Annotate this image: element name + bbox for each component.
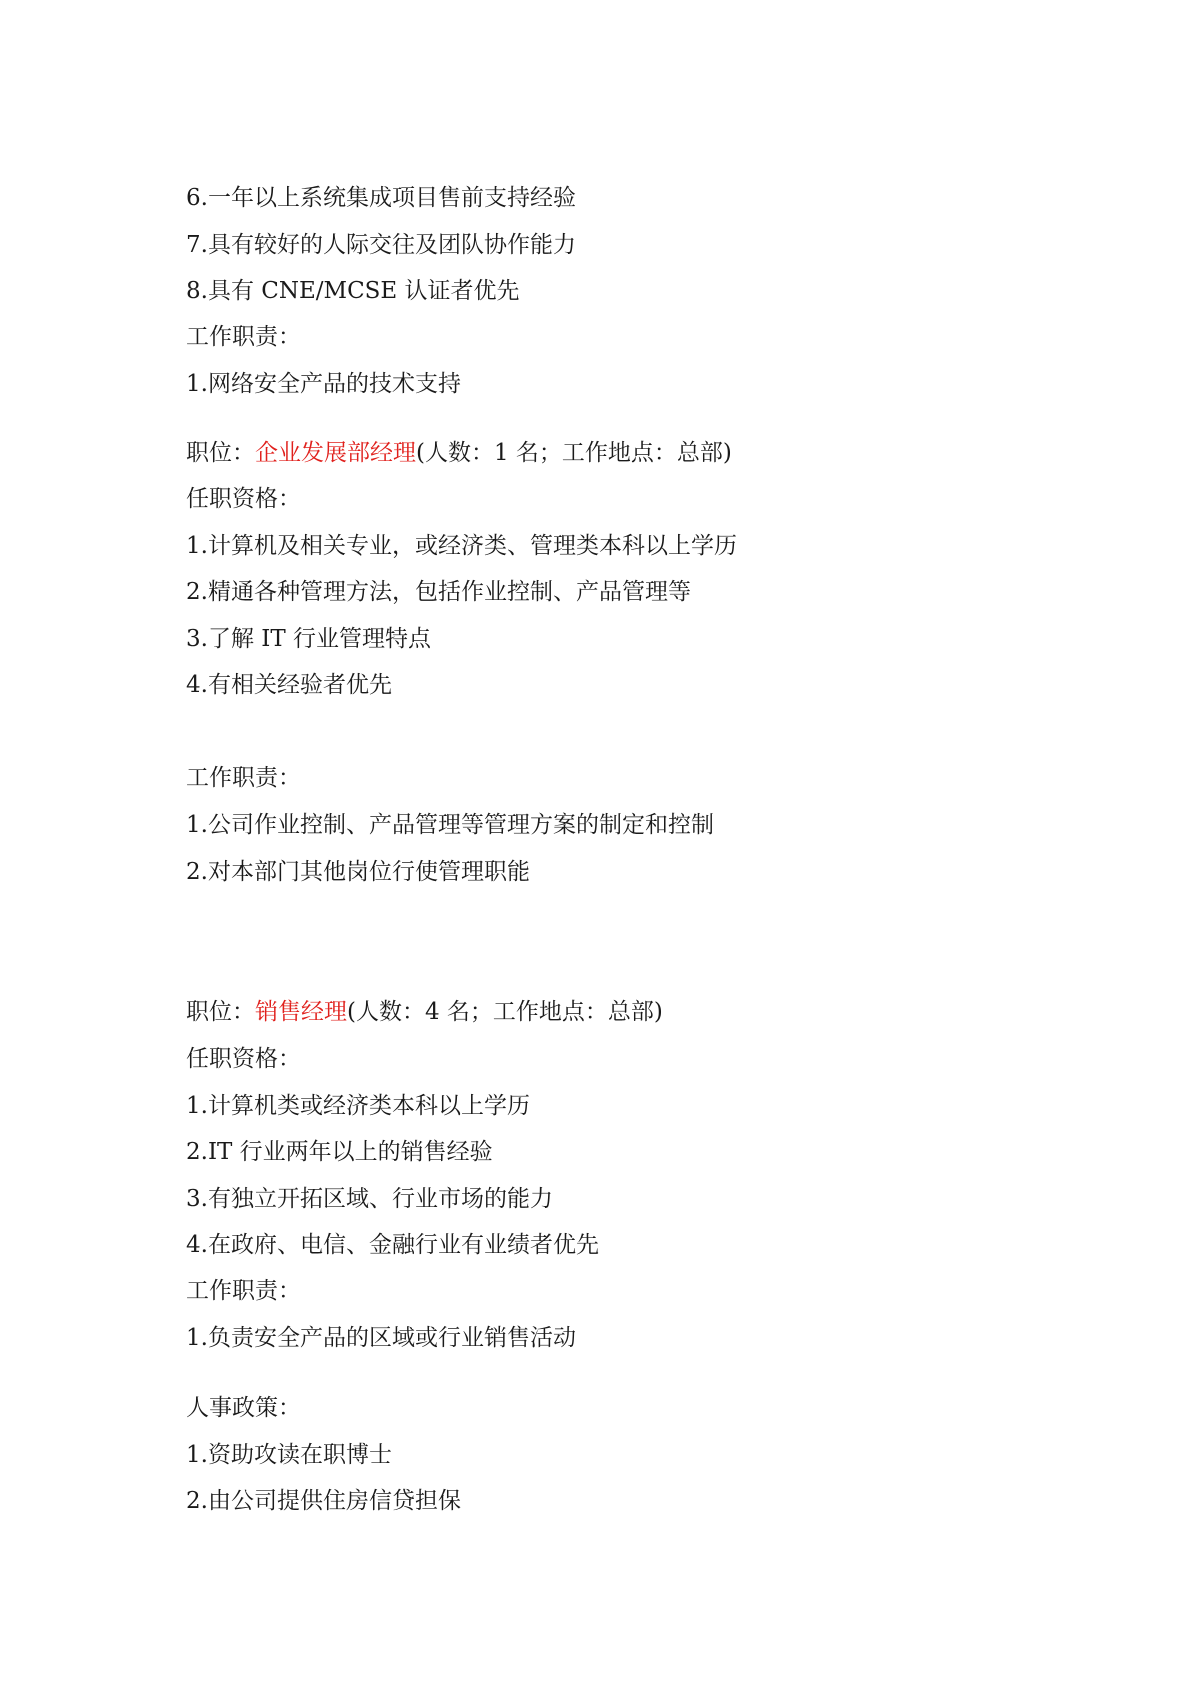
requirement-item: 2.IT 行业两年以上的销售经验	[186, 1139, 493, 1165]
job-title: 企业发展部经理	[255, 440, 416, 466]
requirement-item: 1.计算机及相关专业，或经济类、管理类本科以上学历	[186, 533, 737, 559]
duties-heading: 工作职责：	[186, 324, 301, 350]
duties-heading: 工作职责：	[186, 765, 301, 791]
requirement-item: 4.有相关经验者优先	[186, 672, 392, 698]
job-label: 职位：	[186, 440, 255, 466]
duty-item: 1.网络安全产品的技术支持	[186, 371, 461, 397]
policy-item: 1.资助攻读在职博士	[186, 1442, 392, 1468]
requirements-heading: 任职资格：	[186, 1046, 301, 1072]
job-title: 销售经理	[255, 999, 347, 1025]
job-title-line	[186, 997, 663, 1027]
requirement-item: 7.具有较好的人际交往及团队协作能力	[186, 232, 576, 258]
requirements-heading: 任职资格：	[186, 486, 301, 512]
job-label: 职位：	[186, 999, 255, 1025]
requirement-item: 3.了解 IT 行业管理特点	[186, 626, 431, 652]
duty-item: 1.公司作业控制、产品管理等管理方案的制定和控制	[186, 812, 714, 838]
job-details: (人数：4 名；工作地点：总部)	[347, 999, 663, 1025]
requirement-item: 6.一年以上系统集成项目售前支持经验	[186, 185, 576, 211]
requirement-item: 1.计算机类或经济类本科以上学历	[186, 1093, 530, 1119]
requirement-item: 2.精通各种管理方法，包括作业控制、产品管理等	[186, 579, 691, 605]
requirement-item: 8.具有 CNE/MCSE 认证者优先	[186, 278, 520, 304]
policy-item: 2.由公司提供住房信贷担保	[186, 1488, 461, 1514]
duties-heading: 工作职责：	[186, 1278, 301, 1304]
duty-item: 1.负责安全产品的区域或行业销售活动	[186, 1325, 576, 1351]
job-details: (人数：1 名；工作地点：总部)	[416, 440, 732, 466]
job-title-line	[186, 438, 732, 468]
requirement-item: 3.有独立开拓区域、行业市场的能力	[186, 1186, 553, 1212]
policy-heading: 人事政策：	[186, 1395, 301, 1421]
requirement-item: 4.在政府、电信、金融行业有业绩者优先	[186, 1232, 599, 1258]
duty-item: 2.对本部门其他岗位行使管理职能	[186, 859, 530, 885]
